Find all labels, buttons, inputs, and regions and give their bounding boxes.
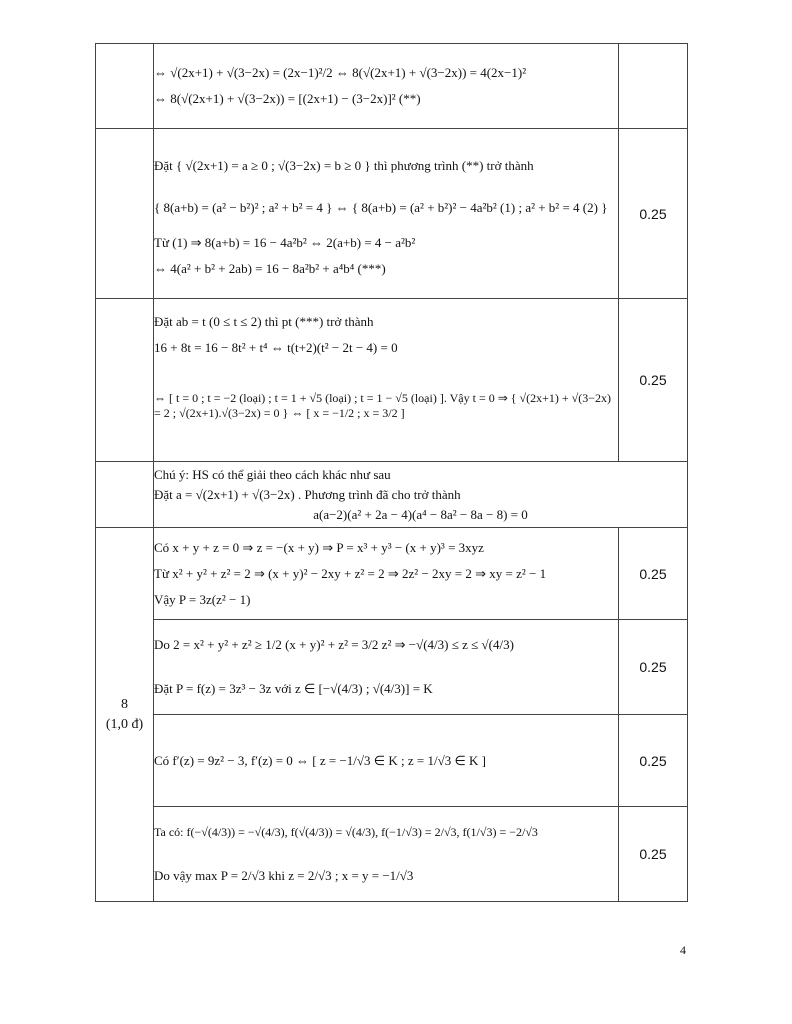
score-cell: 0.25 [619, 620, 688, 715]
score-cell: 0.25 [619, 807, 688, 902]
question-number-cell [96, 528, 154, 902]
solution-line: Do 2 = x² + y² + z² ≥ 1/2 (x + y)² + z² = 3/2 z² ⇒ −√(4/3) ≤ z ≤ √(4/3) [154, 637, 514, 652]
table-row [96, 129, 688, 299]
table-row [96, 715, 688, 807]
question-cell-empty [96, 462, 154, 528]
note-line: Đặt a = √(2x+1) + √(3−2x) . Phương trình đã cho trở thành [154, 486, 461, 502]
question-points: (1,0 đ) [105, 716, 144, 732]
table-row [96, 528, 688, 620]
solution-line: Đặt { √(2x+1) = a ≥ 0 ; √(3−2x) = b ≥ 0 } thì phương trình (**) trở thành [154, 157, 534, 173]
table-row [96, 807, 688, 902]
score-cell: 0.25 [619, 129, 688, 299]
note-line: a(a−2)(a² + 2a − 4)(a⁴ − 8a² − 8a − 8) = 0 [313, 506, 528, 522]
score-cell: 0.25 [619, 528, 688, 620]
table-row [96, 299, 688, 462]
solution-line: 16 + 8t = 16 − 8t² + t⁴ ⇔ t(t+2)(t² − 2t − 4) = 0 [154, 340, 398, 355]
question-number: 8 [121, 696, 128, 712]
scoring-table [95, 43, 688, 902]
question-cell-empty [96, 129, 154, 299]
question-cell-empty [96, 299, 154, 462]
score-cell [619, 44, 688, 129]
solution-cell [154, 129, 619, 299]
table-row [96, 44, 688, 129]
solution-line: Có f′(z) = 9z² − 3, f′(z) = 0 ⇔ [ z = −1/√3 ∈ K ; z = 1/√3 ∈ K ] [154, 752, 487, 768]
solution-cell [154, 299, 619, 462]
solution-cell [154, 620, 619, 715]
solution-line: Đặt ab = t (0 ≤ t ≤ 2) thì pt (***) trở thành [154, 314, 374, 329]
solution-line: Từ (1) ⇒ 8(a+b) = 16 − 4a²b² ⇔ 2(a+b) = 4 − a²b² [154, 234, 416, 250]
note-cell [154, 462, 688, 528]
question-cell-empty [96, 44, 154, 129]
solution-line: Từ x² + y² + z² = 2 ⇒ (x + y)² − 2xy + z² = 2 ⇒ 2z² − 2xy = 2 ⇒ xy = z² − 1 [154, 565, 547, 581]
solution-line: Có x + y + z = 0 ⇒ z = −(x + y) ⇒ P = x³ + y³ − (x + y)³ = 3xyz [154, 539, 484, 555]
solution-cell [154, 715, 619, 807]
table-row [96, 462, 688, 528]
solution-line: ⇔ √(2x+1) + √(3−2x) = (2x−1)²/2 ⇔ 8(√(2x+1) + √(3−2x)) = 4(2x−1)² [154, 65, 527, 80]
solution-line: ⇔ [ t = 0 ; t = −2 (loại) ; t = 1 + √5 (loại) ; t = 1 − √5 (loại) ]. Vậy t = 0 ⇒ { √(2x+1) + √(3−2x) = 2 ; √(2x+1).√(3−2x) = 0 } ⇔ [ x = −1/2 ; x = 3/2 ] [154, 391, 611, 420]
page-number: 4 [680, 943, 686, 957]
score-cell: 0.25 [619, 299, 688, 462]
solution-cell [154, 44, 619, 129]
solution-cell [154, 528, 619, 620]
solution-line: ⇔ 4(a² + b² + 2ab) = 16 − 8a²b² + a⁴b⁴ (***) [154, 260, 386, 276]
note-line: Chú ý: HS có thể giải theo cách khác như sau [154, 466, 391, 482]
score-cell: 0.25 [619, 715, 688, 807]
solution-cell [154, 807, 619, 902]
solution-line: Do vậy max P = 2/√3 khi z = 2/√3 ; x = y = −1/√3 [154, 868, 414, 883]
solution-line: { 8(a+b) = (a² − b²)² ; a² + b² = 4 } ⇔ { 8(a+b) = (a² + b²)² − 4a²b² (1) ; a² + b² = 4 (2) } [154, 199, 608, 215]
solution-line: Ta có: f(−√(4/3)) = −√(4/3), f(√(4/3)) = √(4/3), f(−1/√3) = 2/√3, f(1/√3) = −2/√3 [154, 824, 538, 839]
solution-line: Vậy P = 3z(z² − 1) [154, 591, 251, 607]
solution-line: Đặt P = f(z) = 3z³ − 3z với z ∈ [−√(4/3) ; √(4/3)] = K [154, 681, 433, 696]
table-row [96, 620, 688, 715]
solution-line: ⇔ 8(√(2x+1) + √(3−2x)) = [(2x+1) − (3−2x)]² (**) [154, 91, 421, 106]
